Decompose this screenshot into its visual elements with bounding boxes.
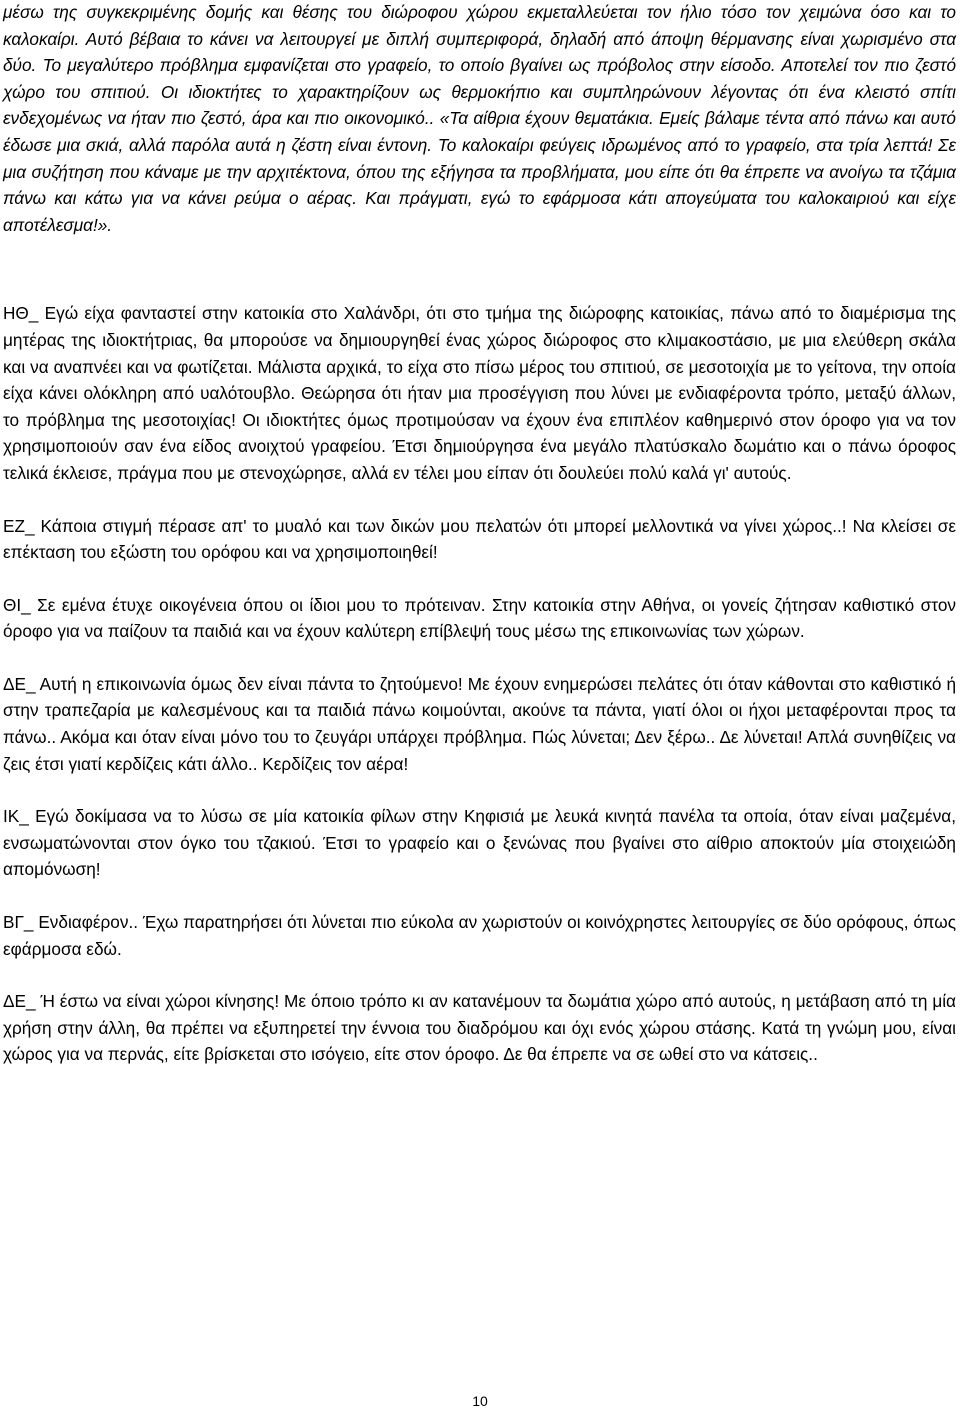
intro-paragraph: μέσω της συγκεκριμένης δομής και θέσης του διώροφου χώρου εκμεταλλεύεται τον ήλιο τόσο τον χειμώνα όσο και το καλοκαίρι. Αυτό βέβαια το κάνει να λειτουργεί με διπλή συμπεριφορά, δηλαδή από άποψη θέρμανσης είναι χωρισμένο στα δύο. Το μεγαλύτερο πρόβλημα εμφανίζεται στο γραφείο, το οποίο βγαίνει ως πρόβολος στην είσοδο. Αποτελεί τον πιο ζεστό χώρο του σπιτιού. Οι ιδιοκτήτες το χαρακτηρίζουν ως θερμοκήπιο και συμπληρώνουν λέγοντας ότι ένα κλειστό σπίτι ενδεχομένως να ήταν πιο ζεστό, άρα και πιο οικονομικό.. «Τα αίθρια έχουν θεματάκια. Εμείς βάλαμε τέντα από πάνω και αυτό έδωσε μια σκιά, αλλά παρόλα αυτά η ζέστη είναι έντονη. Το καλοκαίρι φεύγεις ιδρωμένος από το γραφείο, στα τρία λεπτά! Σε μια συζήτηση που κάναμε με την αρχιτέκτονα, όπου της εξήγησα τα προβλήματα, μου είπε ότι θα έπρεπε να ανοίγω τα τζάμια πάνω και κάτω για να κάνει ρεύμα ο αέρας. Και πράγματι, εγώ το εφάρμοσα κάτι απογεύματα του καλοκαιριού και είχε αποτέλεσμα!». xyxy=(3,2,956,235)
paragraph-ik: ΙΚ_ Εγώ δοκίμασα να το λύσω σε μία κατοικία φίλων στην Κηφισιά με λευκά κινητά πανέλα τα οποία, όταν είναι μαζεμένα, ενσωματώνονται στον όγκο του τζακιού. Έτσι το γραφείο και ο ξενώνας που βγαίνει στο αίθριο αποκτούν μία στοιχειώδη απομόνωση! xyxy=(3,806,956,880)
paragraph-ez: ΕΖ_ Κάποια στιγμή πέρασε απ' το μυαλό και των δικών μου πελατών ότι μπορεί μελλοντικά να γίνει χώρος..! Να κλείσει σε επέκταση του εξώστη του ορόφου και να χρησιμοποιηθεί! xyxy=(3,515,956,563)
paragraph-de-first: ΔΕ_ Αυτή η επικοινωνία όμως δεν είναι πάντα το ζητούμενο! Με έχουν ενημερώσει πελάτες ότι όταν κάθονται στο καθιστικό ή στην τραπεζαρία με καλεσμένους και τα παιδιά πάνω κοιμούνται, ακούνε τα πάντα, γιατί όλοι οι ήχοι μεταφέρονται προς τα πάνω.. Ακόμα και όταν είναι μόνο του το ζευγάρι υπάρχει πρόβλημα. Πώς λύνεται; Δεν ξέρω.. Δε λύνεται! Απλά συνηθίζεις να ζεις έτσι γιατί κερδίζεις κάτι άλλο.. Κερδίζεις τον αέρα! xyxy=(3,673,956,774)
paragraph-de-second: ΔΕ_ Ή έστω να είναι χώροι κίνησης! Με όποιο τρόπο κι αν κατανέμουν τα δωμάτια χώρο από αυτούς, η μετάβαση από τη μία χρήση στην άλλη, θα πρέπει να εξυπηρετεί την έννοια του διαδρόμου και όχι ενός χώρου στάσης. Κατά τη γνώμη μου, είναι χώρος για να περνάς, είτε βρίσκεται στο ισόγειο, είτε στον όροφο. Δε θα έπρεπε να σε ωθεί στο να κάτσεις.. xyxy=(3,991,956,1065)
paragraph-ht: ΗΘ_ Εγώ είχα φανταστεί στην κατοικία στο Χαλάνδρι, ότι στο τμήμα της διώροφης κατοικίας, πάνω από το διαμέρισμα της μητέρας της ιδιοκτήτριας, θα μπορούσε να δημιουργηθεί ένας χώρος διώροφος στο κλιμακοστάσιο, με μια ελεύθερη σκάλα και να αναπνέει και να φωτίζεται. Μάλιστα αρχικά, το είχα στο πίσω μέρος του σπιτιού, σε μεσοτοιχία με το γείτονα, την οποία είχα κάνει ολόκληρη από υαλότουβλο. Θεώρησα ότι ήταν μια προσέγγιση που λύνει με ενδιαφέροντα τρόπο, μεταξύ άλλων, το πρόβλημα της μεσοτοιχίας! Οι ιδιοκτήτες όμως προτιμούσαν να έχουν ένα επιπλέον καθημερινό στον όροφο για να τον χρησιμοποιούν σαν ένα είδος ανοιχτού γραφείου. Έτσι δημιούργησα ένα μεγάλο πλατύσκαλο δωμάτιο και ο πάνω όροφος τελικά έκλεισε, πράγμα που με στενοχώρησε, αλλά εν τέλει μου είπαν ότι δουλεύει πολύ καλά γι' αυτούς. xyxy=(3,303,956,483)
document-page xyxy=(3,0,956,1068)
paragraph-thi: ΘΙ_ Σε εμένα έτυχε οικογένεια όπου οι ίδιοι μου το πρότειναν. Στην κατοικία στην Αθήνα, οι γονείς ζήτησαν καθιστικό στον όροφο για να παίζουν τα παιδιά και να έχουν καλύτερη επίβλεψή τους μέσω της επικοινωνίας των χώρων. xyxy=(3,594,956,642)
page-number: 10 xyxy=(472,1393,488,1409)
paragraph-vg: ΒΓ_ Ενδιαφέρον.. Έχω παρατηρήσει ότι λύνεται πιο εύκολα αν χωριστούν οι κοινόχρηστες λειτουργίες σε δύο ορόφους, όπως εφάρμοσα εδώ. xyxy=(3,912,956,959)
